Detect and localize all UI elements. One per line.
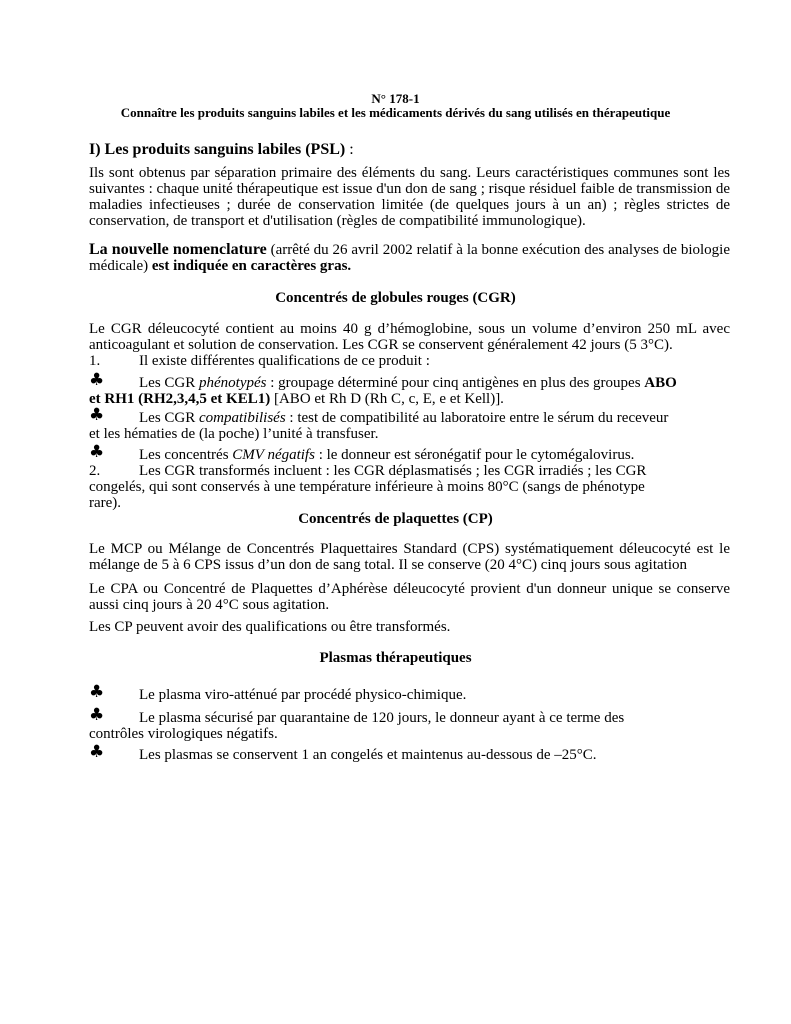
cgr-bullet-cmv-post: : le donneur est séronégatif pour le cytomégalovirus. xyxy=(314,447,635,463)
cgr-bullet-compat-pre: Les CGR xyxy=(139,410,199,426)
section-heading-text: I) Les produits sanguins labiles (PSL) xyxy=(89,141,346,158)
cgr-paragraph: Le CGR déleucocyté contient au moins 40 g d’hémoglobine, sous un volume d’environ 250 mL avec anticoagulant et solution de conservation. Les CGR se conservent généralement 42 jours (5 3°C). xyxy=(89,321,730,353)
club-bullet-icon: ♣ xyxy=(89,705,105,725)
club-bullet-icon: ♣ xyxy=(89,370,105,390)
cgr-bullet-compat-italic: compatibilisés xyxy=(199,410,286,426)
doc-title: Connaître les produits sanguins labiles et les médicaments dérivés du sang utilisés en thérapeutique xyxy=(120,105,671,120)
cp-heading: Concentrés de plaquettes (CP) xyxy=(298,511,493,527)
nomenclature-bold-end: est indiquée en caractères gras. xyxy=(151,258,352,274)
plasma-bullet-1: Le plasma viro-atténué par procédé physico-chimique. xyxy=(139,687,467,703)
section-heading-suffix: : xyxy=(345,141,354,158)
cp-paragraph-2: Le CPA ou Concentré de Plaquettes d’Aphérèse déleucocyté provient d'un donneur unique se conserve aussi cinq jours à 20 4°C sous agitation. xyxy=(89,581,730,613)
cgr-bullet-compat-line2: et les hématies de (la poche) l’unité à transfuser. xyxy=(89,426,379,442)
club-bullet-icon: ♣ xyxy=(89,405,105,425)
cgr-bullet-compatibilises xyxy=(139,410,668,426)
cp-paragraph-3: Les CP peuvent avoir des qualifications ou être transformés. xyxy=(89,619,451,635)
nomenclature-bold: La nouvelle nomenclature xyxy=(89,241,267,258)
plasma-bullet-3: Les plasmas se conservent 1 an congelés et maintenus au-dessous de –25°C. xyxy=(139,747,597,763)
club-bullet-icon: ♣ xyxy=(89,682,105,702)
nomenclature-paragraph xyxy=(89,242,730,274)
cgr-item-2-line1: Les CGR transformés incluent : les CGR déplasmatisés ; les CGR irradiés ; les CGR xyxy=(139,463,647,479)
cgr-item-2-number: 2. xyxy=(89,463,101,479)
cgr-bullet-phenotypes-mid: : groupage déterminé pour cinq antigènes en plus des groupes xyxy=(266,375,645,391)
cgr-bullet-phenotypes-italic: phénotypés xyxy=(199,375,267,391)
cgr-heading: Concentrés de globules rouges (CGR) xyxy=(275,290,516,306)
plasma-bullet-2-line2: contrôles virologiques négatifs. xyxy=(89,726,278,742)
cgr-bullet-phenotypes-bold2: et RH1 (RH2,3,4,5 et KEL1) xyxy=(89,391,271,407)
intro-paragraph: Ils sont obtenus par séparation primaire des éléments du sang. Leurs caractéristiques communes sont les suivantes : chaque unité thérapeutique est issue d'un don de sang ; risque résiduel faible de transmission de maladies infectieuses ; durée de conservation limitée (de quelques jours à un an) ; règles strictes de conservation, de transport et d'utilisation (règles de compatibilité immunologique). xyxy=(89,165,730,229)
cgr-bullet-phenotypes-line2 xyxy=(89,391,504,407)
doc-number: N° 178-1 xyxy=(371,91,420,106)
cgr-bullet-phenotypes-pre: Les CGR xyxy=(139,375,199,391)
cgr-item-2-line2: congelés, qui sont conservés à une température inférieure à moins 80°C (sangs de phénotype xyxy=(89,479,645,495)
cgr-item-2-line3: rare). xyxy=(89,495,122,511)
cgr-bullet-cmv-pre: Les concentrés xyxy=(139,447,233,463)
club-bullet-icon: ♣ xyxy=(89,442,105,462)
nomenclature-text: (arrêté du 26 avril 2002 relatif à la bonne exécution des analyses de biologie médicale) xyxy=(89,242,730,274)
cgr-bullet-phenotypes-bold: ABO xyxy=(644,375,677,391)
cgr-bullet-phenotypes xyxy=(139,375,677,391)
plasma-heading: Plasmas thérapeutiques xyxy=(319,650,472,666)
cgr-bullet-compat-post: : test de compatibilité au laboratoire entre le sérum du receveur xyxy=(285,410,669,426)
cgr-bullet-cmv-italic: CMV négatifs xyxy=(232,447,315,463)
cp-paragraph-1: Le MCP ou Mélange de Concentrés Plaquettaires Standard (CPS) systématiquement déleucocyté est le mélange de 5 à 6 CPS issus d’un don de sang total. Il se conserve (20 4°C) cinq jours sous agitation xyxy=(89,541,730,573)
cgr-bullet-phenotypes-post: [ABO et Rh D (Rh C, c, E, e et Kell)]. xyxy=(270,391,504,407)
plasma-bullet-2-line1: Le plasma sécurisé par quarantaine de 120 jours, le donneur ayant à ce terme des xyxy=(139,710,625,726)
section-heading xyxy=(89,141,354,159)
cgr-item-1-number: 1. xyxy=(89,353,101,369)
cgr-bullet-cmv xyxy=(139,447,634,463)
cgr-item-1-text: Il existe différentes qualifications de ce produit : xyxy=(139,353,430,369)
club-bullet-icon: ♣ xyxy=(89,742,105,762)
